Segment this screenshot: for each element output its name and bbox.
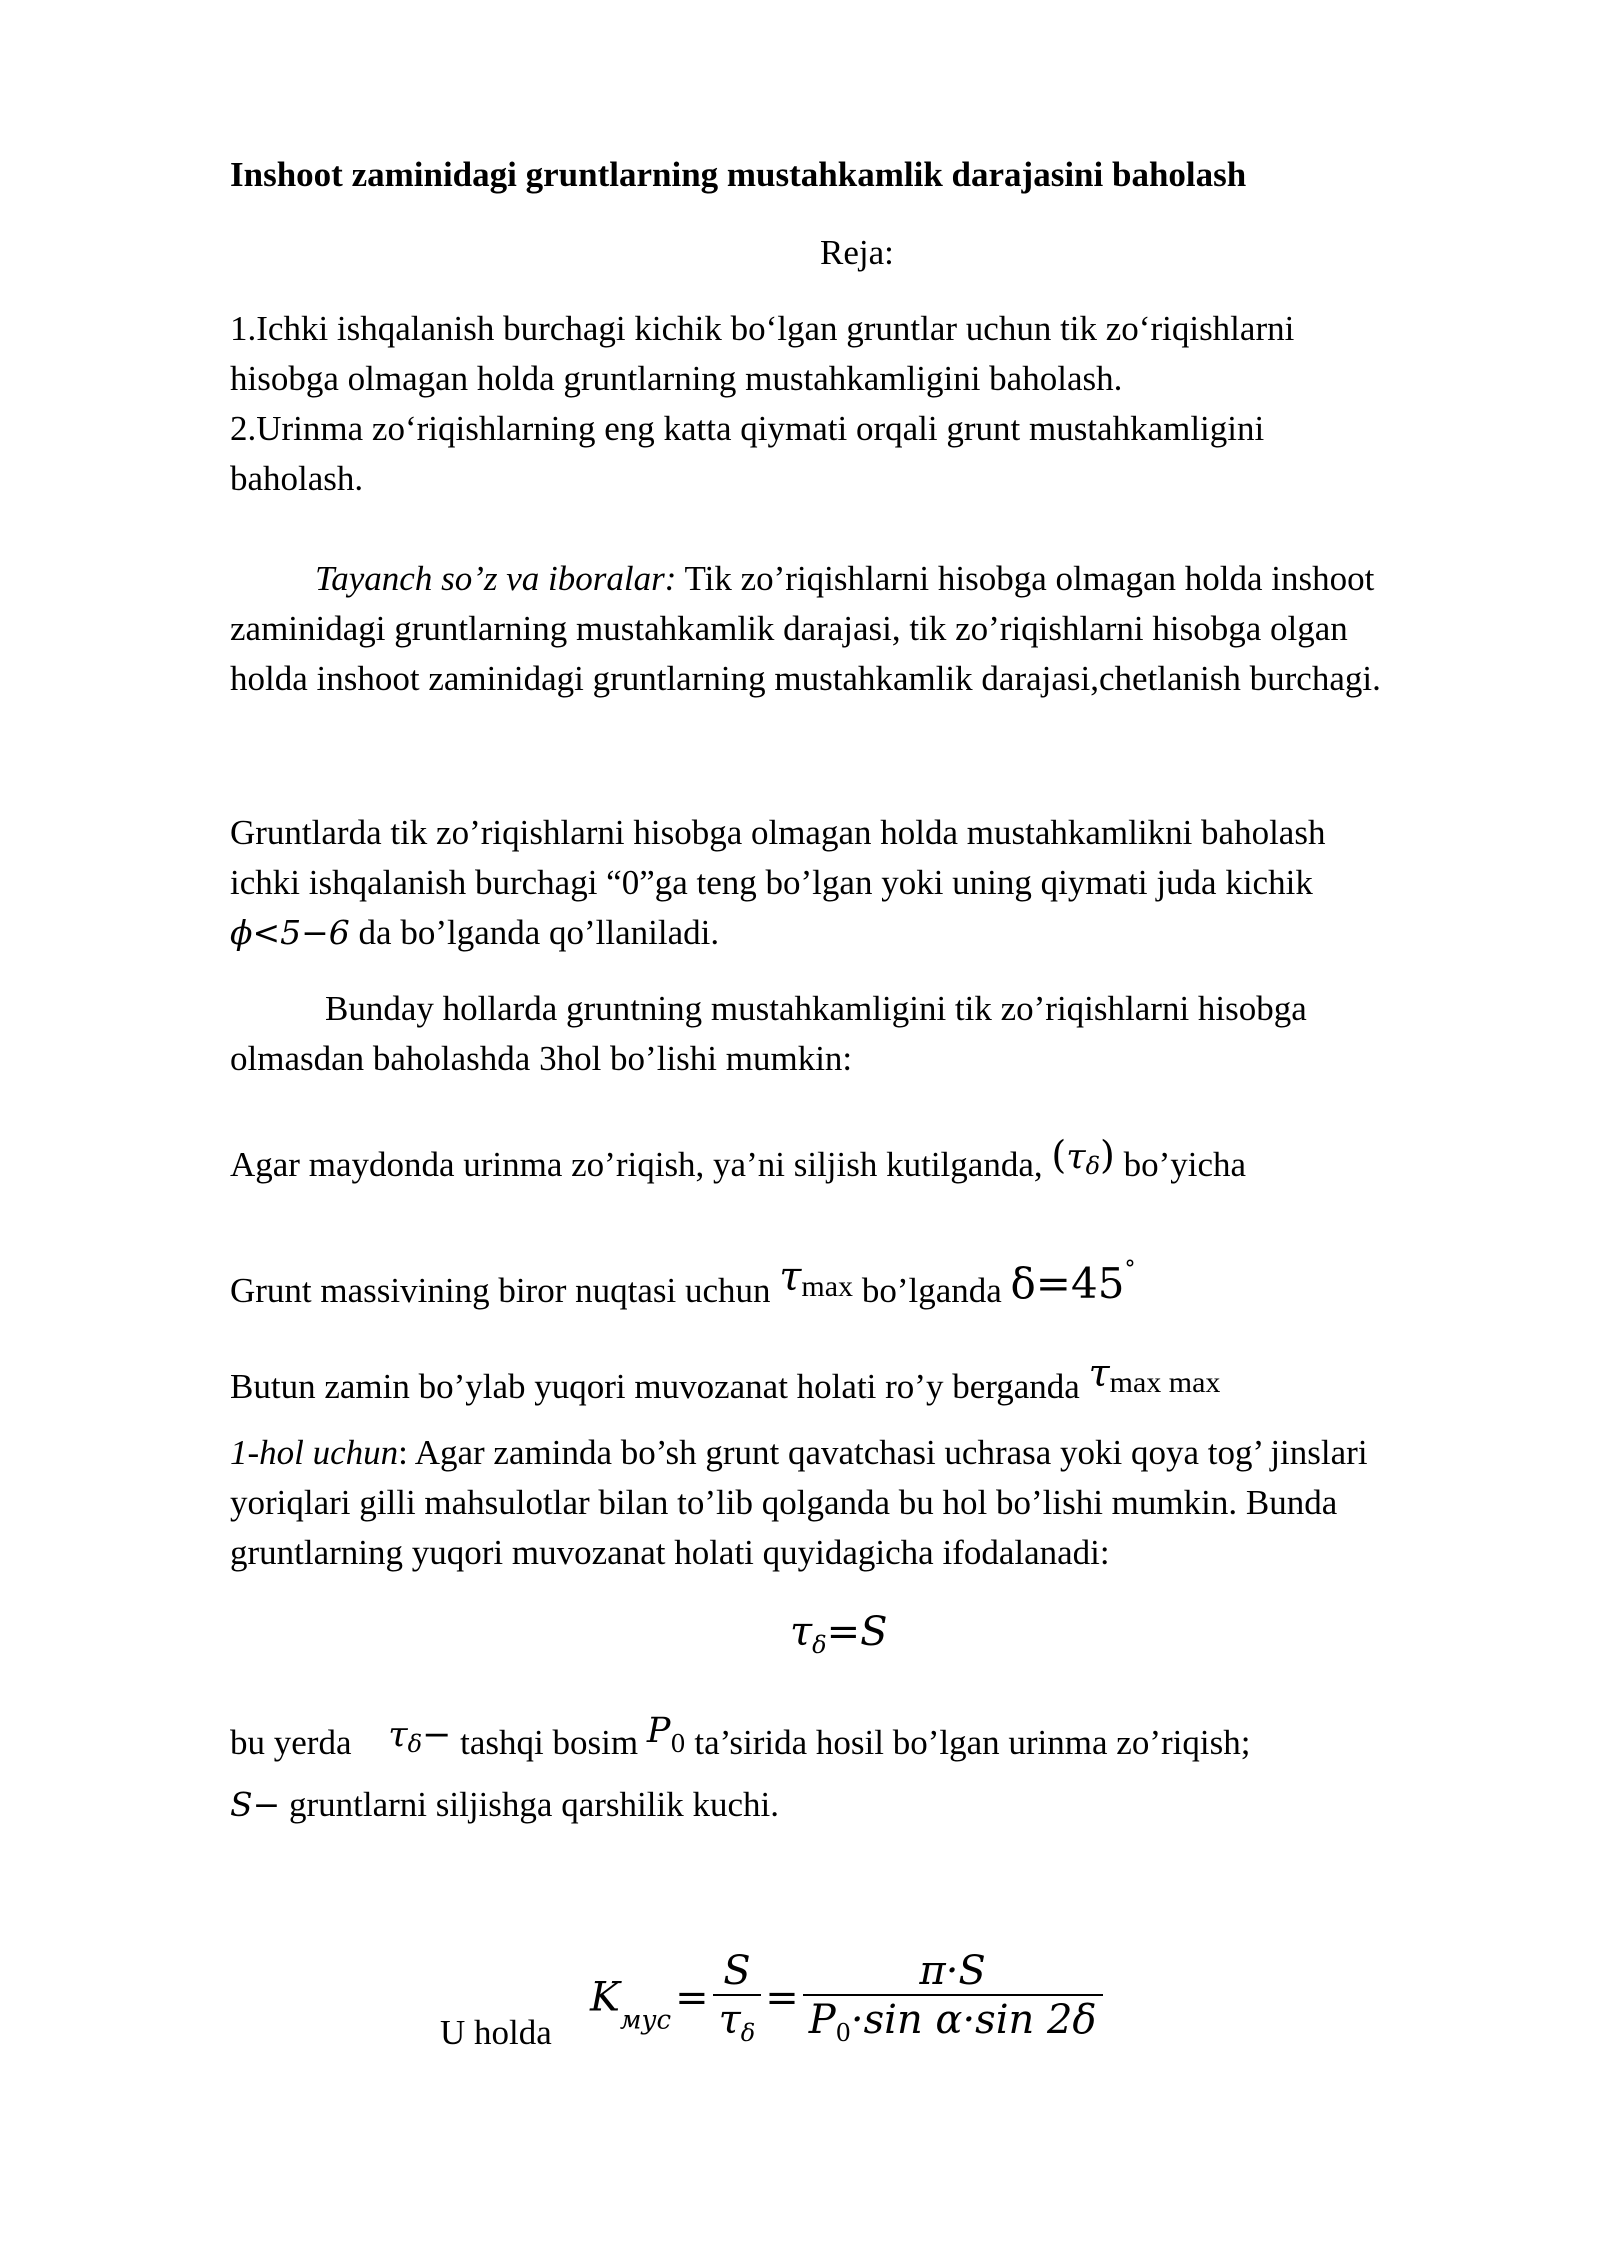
fraction-numerator: π·S (803, 1948, 1103, 1996)
final-formula (590, 1948, 1103, 2047)
def-prefix: bu yerda (230, 1723, 361, 1762)
case-a-rest: bo’yicha (1114, 1145, 1247, 1184)
case-b-mid: bo’lganda (853, 1271, 1011, 1310)
para3-line-1 (230, 1428, 1480, 1478)
plan-item-1: 1.Ichki ishqalanish burchagi kichik bo‘lgan gruntlar uchun tik zo‘riqishlarni (230, 309, 1295, 348)
plan-heading: Reja: (820, 233, 894, 272)
case-a-text: Agar maydonda urinma zo’riqish, ya’ni siljish kutilganda, (230, 1145, 1052, 1184)
case-b (230, 1245, 1480, 1316)
degree-symbol: ° (1124, 1257, 1136, 1282)
keywords-label: Tayanch so’z va iboralar: (315, 559, 677, 598)
para1-line-3-text: da bo’lganda qo’llaniladi. (349, 913, 720, 952)
case-b-text: Grunt massivining biror nuqtasi uchun (230, 1271, 780, 1310)
k-symbol: K (590, 1974, 620, 2021)
k-subscript: мус (619, 2005, 672, 2036)
para1-line-3 (230, 908, 1480, 958)
fraction-s-over-tau (713, 1948, 762, 2047)
tau-symbol: τ (1088, 1351, 1110, 1395)
tau-symbol: τ (1066, 1137, 1086, 1177)
equals-sign: = (675, 1974, 709, 2021)
def2-rest: gruntlarni siljishga qarshilik kuchi. (280, 1785, 779, 1824)
dash-symbol: − (422, 1715, 452, 1755)
para1-line-1: Gruntlarda tik zo’riqishlarni hisobga olmagan holda mustahkamlikni baholash (230, 813, 1326, 852)
definition-s (230, 1780, 1480, 1830)
para2-line-1: Bunday hollarda gruntning mustahkamligini tik zo’riqishlarni hisobga (325, 989, 1307, 1028)
para3-line-3: gruntlarning yuqori muvozanat holati quyidagicha ifodalanadi: (230, 1533, 1110, 1572)
fraction-numerator: S (713, 1948, 762, 1996)
tau-symbol: τ (790, 1609, 813, 1655)
denominator-rest: ·sin α·sin 2δ (850, 1997, 1097, 2043)
tau-symbol: τ (388, 1715, 408, 1755)
case-1-label: 1-hol uchun (230, 1433, 399, 1472)
delta-subscript: δ (407, 1730, 423, 1758)
keywords-text-1: Tik zo’riqishlarni hisobga olmagan holda inshoot (676, 559, 1375, 598)
equals-s: =S (826, 1609, 888, 1655)
plan-item-2-cont: baholash. (230, 459, 364, 498)
equals-sign: = (765, 1974, 799, 2021)
delta-subscript: δ (740, 2019, 756, 2047)
p-subscript: 0 (835, 2019, 851, 2047)
keywords-line-3: holda inshoot zaminidagi gruntlarning mustahkamlik darajasi,chetlanish burchagi. (230, 659, 1381, 698)
para2-line-2: olmasdan baholashda 3hol bo’lishi mumkin: (230, 1039, 853, 1078)
max-max-subscript: max max (1109, 1366, 1221, 1399)
keywords-line-1 (315, 554, 1565, 604)
max-subscript: max (801, 1270, 854, 1303)
p-symbol: P (808, 1997, 836, 2043)
delta-subscript: δ (1085, 1152, 1101, 1180)
plan-item-2: 2.Urinma zo‘riqishlarning eng katta qiymati orqali grunt mustahkamligini (230, 409, 1265, 448)
plan-item-1-cont: hisobga olmagan holda gruntlarning mustahkamligini baholash. (230, 359, 1123, 398)
s-symbol: S− (230, 1785, 281, 1824)
para1-line-2: ichki ishqalanish burchagi “0”ga teng bo’lgan yoki uning qiymati juda kichik (230, 863, 1313, 902)
delta-formula: δ=45 (1010, 1259, 1125, 1308)
para3-line-1-text: : Agar zaminda bo’sh grunt qavatchasi uchrasa yoki qoya tog’ jinslari (398, 1433, 1368, 1472)
case-c-text: Butun zamin bo’ylab yuqori muvozanat holati ro’y berganda (230, 1367, 1089, 1406)
final-prefix: U holda (440, 2013, 552, 2052)
equation-tau-s (790, 1604, 888, 1673)
case-c (230, 1348, 1480, 1412)
p-symbol: P (646, 1711, 671, 1751)
fraction-pi-s (803, 1948, 1103, 2047)
tau-symbol: τ (779, 1254, 802, 1300)
document-title: Inshoot zaminidagi gruntlarning mustahkamlik darajasini baholash (230, 155, 1247, 194)
keywords-line-2: zaminidagi gruntlarning mustahkamlik darajasi, tik zo’riqishlarni hisobga olgan (230, 609, 1348, 648)
para3-line-2: yoriqlari gilli mahsulotlar bilan to’lib qolganda bu hol bo’lishi mumkin. Bunda (230, 1483, 1338, 1522)
def-rest: ta’sirida hosil bo’lgan urinma zo’riqish; (685, 1723, 1251, 1762)
tau-symbol: τ (718, 1997, 741, 2043)
case-a: Agar maydonda urinma zo’riqish, ya’ni siljish kutilganda, (τδ) bo’yicha (230, 1133, 1247, 1184)
definition-tau (230, 1706, 1480, 1769)
p-subscript: 0 (670, 1730, 686, 1758)
def-mid: tashqi bosim (451, 1723, 647, 1762)
phi-formula: ϕ<5−6 (230, 913, 350, 952)
delta-subscript: δ (812, 1631, 827, 1659)
